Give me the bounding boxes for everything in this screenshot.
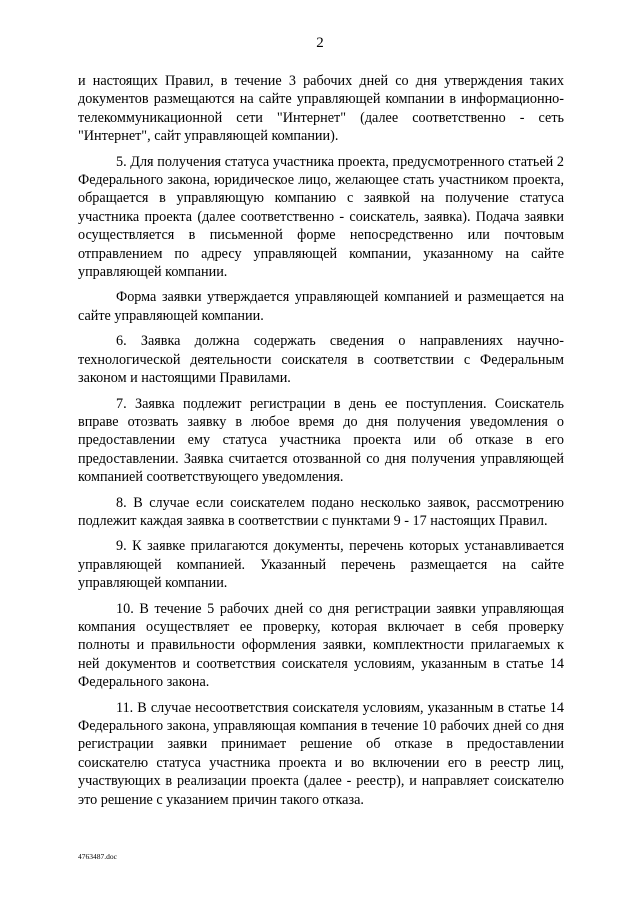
paragraph-8: 8. В случае если соискателем подано несколько заявок, рассмотрению подлежит каждая заявка в соответствии с пунктами 9 - 17 настоящих Правил. — [78, 494, 564, 529]
paragraph-10: 10. В течение 5 рабочих дней со дня регистрации заявки управляющая компания осуществляет ее проверку, которая включает в себя проверку полноты и правильности оформления заявки, комплектности прилагаемых к ней документов и соответствия соискателя условиям, указанным в статье 14 Федерального закона. — [78, 600, 564, 691]
paragraph-6: 6. Заявка должна содержать сведения о направлениях научно-технологической деятельности соискателя в соответствии с Федеральным законом и настоящими Правилами. — [78, 333, 564, 387]
paragraph-continuation: и настоящих Правил, в течение 3 рабочих дней со дня утверждения таких документов размещаются на сайте управляющей компании в информационно-телекоммуникационной сети "Интернет" (далее соответственно - сеть "Интернет", сайт управляющей компании). — [78, 73, 564, 145]
paragraph-7: 7. Заявка подлежит регистрации в день ее поступления. Соискатель вправе отозвать заявку в любое время до дня получения уведомления о предоставлении ему статуса участника проекта или об отказе в его предоставлении. Заявка считается отозванной со дня получения управляющей компанией соответствующего уведомления. — [78, 395, 564, 486]
paragraph-5-form: Форма заявки утверждается управляющей компанией и размещается на сайте управляющей компании. — [78, 289, 564, 324]
document-file-code: 4763487.doc — [78, 852, 117, 861]
paragraph-5: 5. Для получения статуса участника проекта, предусмотренного статьей 2 Федерального закона, юридическое лицо, желающее стать участником проекта, обращается в управляющую компанию с заявкой на получение статуса участника проекта (далее соответственно - соискатель, заявка). Подача заявки осуществляется в письменной форме непосредственно или почтовым отправлением по адресу управляющей компании, указанному на сайте управляющей компании. — [78, 153, 564, 281]
document-body — [78, 72, 564, 816]
paragraph-9: 9. К заявке прилагаются документы, перечень которых устанавливается управляющей компанией. Указанный перечень размещается на сайте управляющей компании. — [78, 538, 564, 592]
paragraph-11: 11. В случае несоответствия соискателя условиям, указанным в статье 14 Федерального закона, управляющая компания в течение 10 рабочих дней со дня регистрации заявки принимает решение об отказе в предоставлении соискателю статуса участника проекта и во включении его в реестр лиц, участвующих в реализации проекта (далее - реестр), и направляет соискателю это решение с указанием причин такого отказа. — [78, 699, 564, 808]
page-number: 2 — [316, 35, 324, 51]
